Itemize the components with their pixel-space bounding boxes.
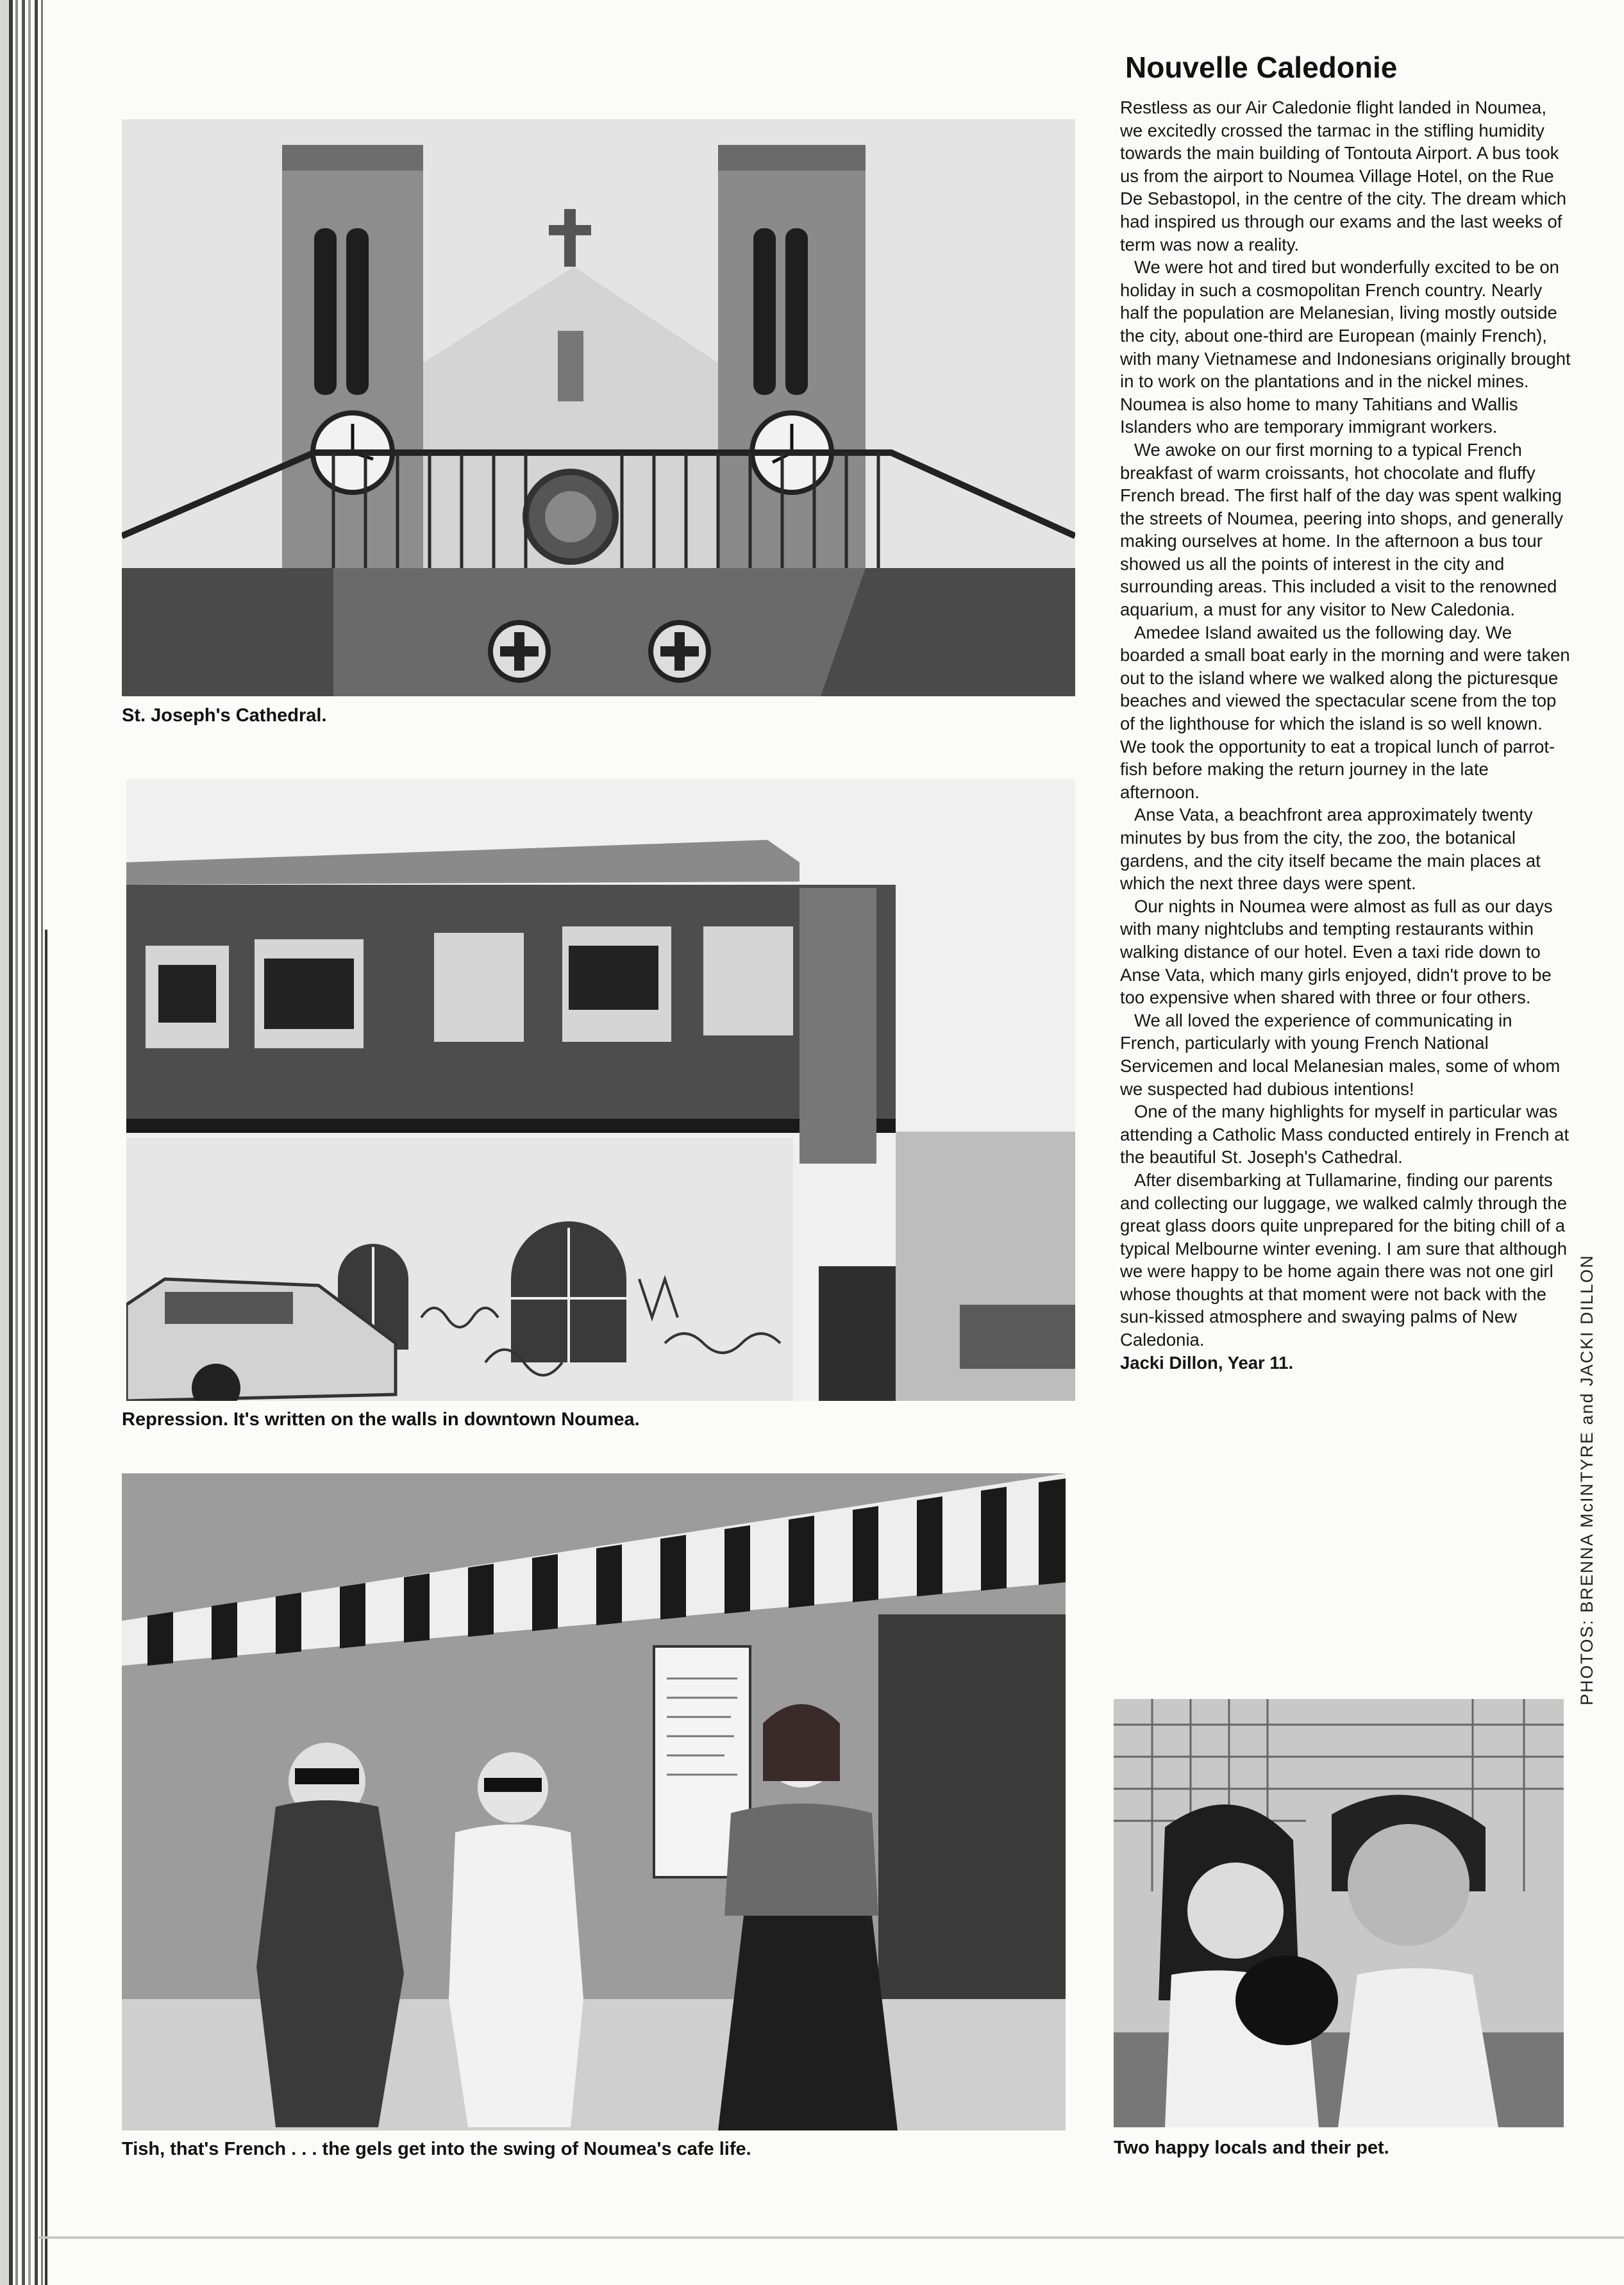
article-paragraph: We awoke on our first morning to a typical French breakfast of warm croissants, hot chocolate and fluffy French bread. The first half of the day was spent walking the streets of Noumea, peering into shops, and generally making ourselves at home. In the afternoon a bus tour showed us all the points of interest in the city and surrounding areas. This included a visit to the renowned aquarium, a must for any visitor to New Caledonia.	[1120, 439, 1563, 620]
locals-caption: Two happy locals and their pet.	[1114, 2138, 1389, 2158]
article-paragraph: Amedee Island awaited us the following day. We boarded a small boat early in the morning and were taken out to the island where we walked along the picturesque beaches and viewed the spectacular scene from the top of the lighthouse for which the island is so well known. We took the opportunity to eat a tropical lunch of parrot-fish before making the return journey in the late afternoon.	[1120, 622, 1570, 802]
cathedral-photo	[122, 119, 1075, 696]
photo-credit: PHOTOS: BRENNA McINTYRE and JACKI DILLON	[1577, 1254, 1596, 1705]
cafe-image	[122, 1473, 1066, 2130]
article-headline: Nouvelle Caledonie	[1125, 51, 1398, 84]
article-paragraph: Anse Vata, a beachfront area approximately twenty minutes by bus from the city, the zoo, the botanical gardens, and the city itself became the main places at which the next three days were spent.	[1120, 805, 1541, 894]
page-edge	[9, 0, 13, 2285]
article-paragraph: We all loved the experience of communicating in French, particularly with young French National Servicemen and local Melanesian males, some of whom we suspected had dubious intentions!	[1120, 1010, 1561, 1099]
locals-image	[1114, 1699, 1564, 2127]
article-paragraph: After disembarking at Tullamarine, finding our parents and collecting our luggage, we walked calmly through the great glass doors quite unprepared for the biting chill of a typical Melbourne winter evening. I am sure that although we were happy to be home again there was not one girl whose thoughts at that moment were not back with the sun-kissed atmosphere and swaying palms of New Caledonia.	[1120, 1169, 1568, 1350]
page-edge	[0, 0, 9, 2285]
cathedral-caption: St. Joseph's Cathedral.	[122, 705, 327, 726]
page-edge	[45, 930, 47, 2285]
repression-caption: Repression. It's written on the walls in downtown Noumea.	[122, 1409, 640, 1430]
repression-photo	[126, 779, 1075, 1401]
article-paragraph: Restless as our Air Caledonie flight landed in Noumea, we excitedly crossed the tarmac in the stifling humidity towards the main building of Tontouta Airport. A bus took us from the airport to Noumea Village Hotel, on the Rue De Sebastopol, in the centre of the city. The dream which had inspired us through our exams and the last weeks of term was now a reality.	[1120, 97, 1567, 255]
page-edge	[15, 0, 18, 2285]
article-paragraph: We were hot and tired but wonderfully excited to be on holiday in such a cosmopolitan French country. Nearly half the population are Melanesian, living mostly outside the city, about one-third are European (mainly French), with many Vietnamese and Indonesians originally brought in to work on the plantations and in the nickel mines. Noumea is also home to many Tahitians and Wallis Islanders who are temporary immigrant workers.	[1120, 257, 1571, 437]
page-edge	[22, 0, 25, 2285]
page-edge	[28, 0, 31, 2285]
article-body	[1120, 96, 1573, 1374]
page-edge	[41, 0, 43, 2285]
page-edge	[35, 0, 38, 2285]
cathedral-image	[122, 119, 1075, 696]
article-paragraph: One of the many highlights for myself in particular was attending a Catholic Mass conducted entirely in French at the beautiful St. Joseph's Cathedral.	[1120, 1101, 1570, 1168]
page-bottom-rule	[38, 2236, 1624, 2239]
locals-photo	[1114, 1699, 1564, 2127]
article-paragraph: Our nights in Noumea were almost as full as our days with many nightclubs and tempting restaurants within walking distance of our hotel. Even a taxi ride down to Anse Vata, which many girls enjoyed, didn't prove to be too expensive when shared with three or four others.	[1120, 896, 1553, 1008]
repression-image	[126, 779, 1075, 1401]
cafe-caption: Tish, that's French . . . the gels get into the swing of Noumea's cafe life.	[122, 2139, 751, 2159]
article-byline: Jacki Dillon, Year 11.	[1120, 1352, 1294, 1373]
cafe-photo	[122, 1473, 1066, 2130]
